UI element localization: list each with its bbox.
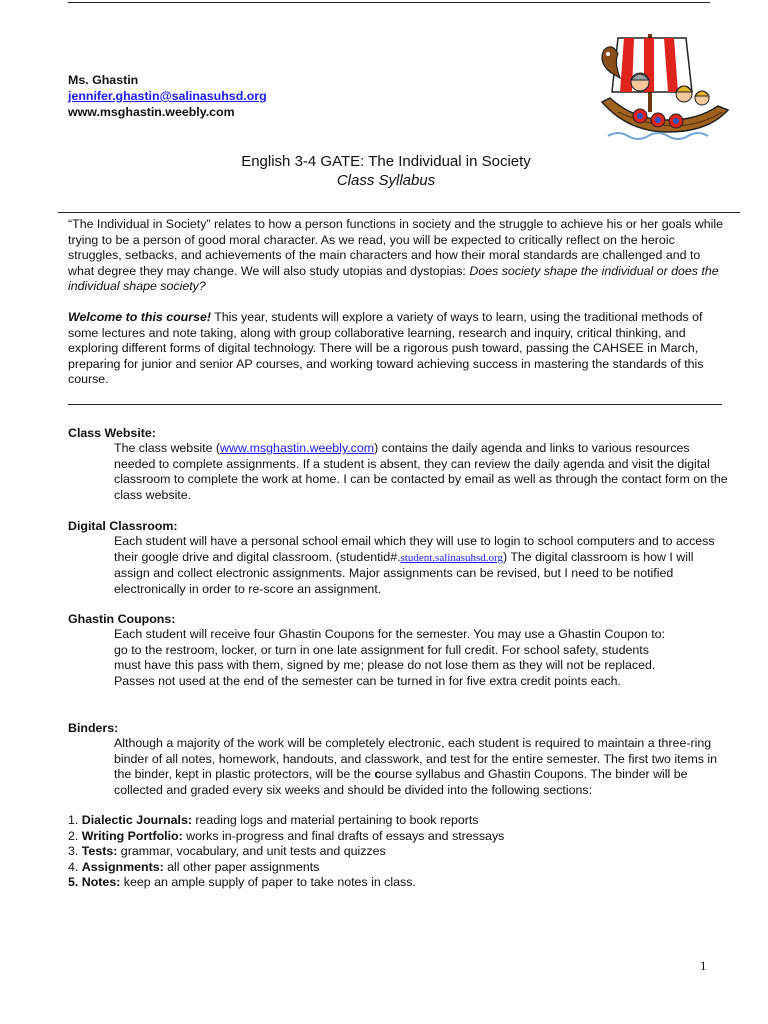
list-item-number: 2. [68, 828, 82, 843]
binders-text-b: ourse syllabus and Ghastin Coupons. The binder will be collected and graded every six weeks and should be divided into the following sections: [114, 767, 688, 797]
ghastin-coupons-body: Each student will receive four Ghastin Coupons for the semester. You may use a Ghastin Coupon to: go to the restroom, locker, or turn in one late assignment for full credit. For school safety, students must have this pass with them, signed by me; please do not lose them as they will not be replaced. Passes not used at the end of the semester can be turned in for five extra credit points each. [114, 627, 666, 688]
digital-classroom-section [68, 519, 728, 597]
intro-text: “The Individual in Society” relates to how a person functions in society and the struggle to achieve his or her goals while trying to be a person of good moral character. As we read, you will be expected to critically reflect on the heroic struggles, setbacks, and achievements of the main characters and how their moral standards are challenged and to what degree they may change. We will also study utopias and dystopias: [68, 217, 723, 278]
student-domain-link[interactable]: student.salinasuhsd.org [400, 551, 503, 564]
title-rule [58, 212, 740, 213]
top-rule [68, 2, 710, 3]
course-title: English 3-4 GATE: The Individual in Society [241, 153, 531, 170]
binders-text-a: Although a majority of the work will be completely electronic, each student is required to maintain a three-ring binder of all notes, homework, handouts, and classwork, and test for the entire semester. The first two items in the binder, kept in plastic protectors, will be the [114, 736, 718, 781]
binders-body [68, 736, 728, 798]
class-website-link[interactable]: www.msghastin.weebly.com [220, 441, 375, 455]
digital-classroom-heading: Digital Classroom: [68, 519, 178, 533]
class-website-text-post: ) contains the daily agenda and links to various resources needed to complete assignments. If a student is absent, they can review the daily agenda and visit the digital classroom to complete the work at home. I can be contacted by email as well as through the contact form on the class website. [114, 441, 728, 502]
list-item-number: 1. [68, 813, 82, 827]
teacher-email-link[interactable]: jennifer.ghastin@salinasuhsd.org [68, 89, 267, 103]
welcome-text: This year, students will explore a variety of ways to learn, using the traditional methods of some lectures and note taking, along with group collaborative learning, research and inquiry, critical thinking, and exploring different forms of digital technology. There will be a rigorous push toward, passing the CAHSEE in March, preparing for junior and senior AP courses, and working toward achieving success in mastering the standards of this course. [68, 310, 704, 386]
list-item-description: keep an ample supply of paper to take notes in class. [120, 875, 416, 889]
list-item-description: works in-progress and final drafts of essays and stressays [182, 828, 505, 843]
list-item [68, 829, 728, 845]
welcome-lead: Welcome to this course! [68, 310, 211, 324]
list-item-label: Assignments: [81, 859, 164, 874]
digital-classroom-body [68, 534, 728, 597]
list-item [68, 844, 728, 860]
binders-text-c: c [374, 767, 382, 781]
digital-classroom-text-post: ) The digital classroom is how I will assign and collect electronic assignments. Major assignments can be revised, but I need to be notified electronically in order to re-score an assignment. [114, 549, 694, 596]
list-item-label: Writing Portfolio: [81, 828, 183, 843]
welcome-paragraph [68, 310, 728, 388]
digital-classroom-text-pre: Each student will have a personal school email which they will use to login to school computers and to access their google drive and digital classroom. (studentid#. [114, 534, 715, 564]
ghastin-coupons-section [68, 612, 728, 689]
list-item-number: 5. [68, 875, 82, 889]
list-item-description: reading logs and material pertaining to book reports [191, 813, 479, 827]
course-subtitle: Class Syllabus [336, 172, 436, 189]
list-item-number: 4. [68, 859, 82, 874]
list-item-description: all other paper assignments [163, 859, 320, 874]
binders-section [68, 721, 728, 891]
list-item-number: 3. [68, 844, 82, 858]
list-item-label: Tests: [81, 844, 118, 858]
list-item-label: Dialectic Journals: [81, 813, 192, 827]
list-item-description: grammar, vocabulary, and unit tests and quizzes [117, 844, 386, 858]
section-rule [68, 404, 722, 405]
teacher-website: www.msghastin.weebly.com [68, 105, 235, 119]
class-website-section [68, 426, 728, 503]
binder-sections-list [68, 813, 728, 891]
syllabus-title-block [0, 152, 768, 190]
viking-ship-icon [588, 28, 738, 152]
list-item [68, 860, 728, 876]
page-number: 1 [700, 958, 707, 973]
ghastin-coupons-heading: Ghastin Coupons: [68, 612, 176, 626]
teacher-info [68, 72, 267, 120]
class-website-text-pre: The class website ( [114, 441, 221, 455]
class-website-body [68, 441, 728, 503]
viking-ship-illustration [588, 28, 738, 152]
list-item [68, 875, 728, 891]
intro-question: Does society shape the individual or does the individual shape society? [68, 263, 719, 293]
intro-paragraph [68, 217, 728, 295]
binders-heading: Binders: [68, 721, 119, 735]
teacher-name: Ms. Ghastin [68, 73, 139, 87]
class-website-heading: Class Website: [68, 426, 156, 440]
list-item [68, 813, 728, 829]
list-item-label: Notes: [81, 875, 121, 889]
